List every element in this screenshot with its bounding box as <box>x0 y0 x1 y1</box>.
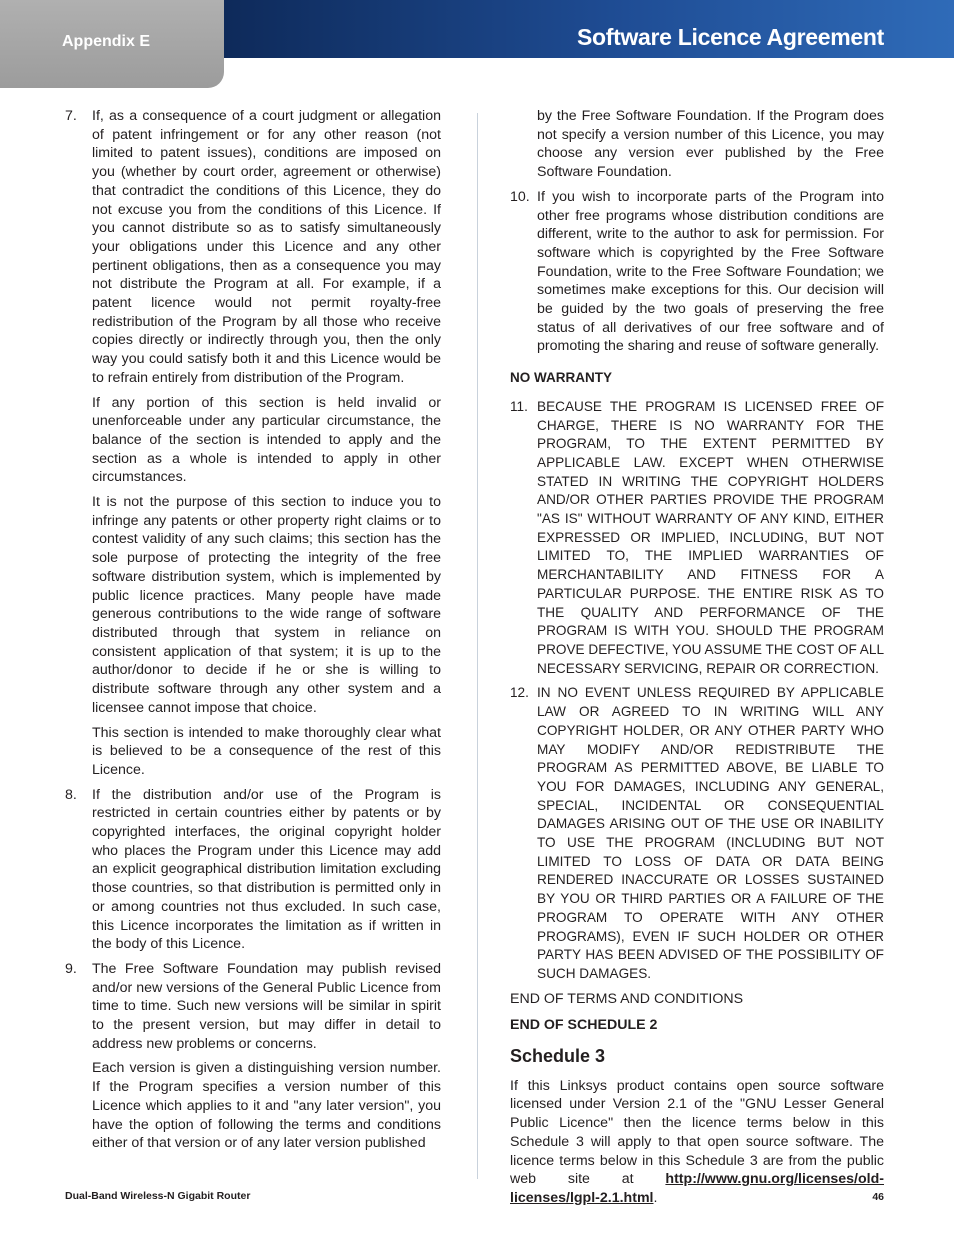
schedule-3-text: If this Linksys product contains open source software licensed under Version 2.1 of the "GNU Lesser General Public Licence" then the licence terms below in this Schedule 3 will apply to that open source software. The licence terms below in this Schedule 3 are from the public web site at <box>510 1077 884 1188</box>
page-header <box>0 0 954 88</box>
schedule-3-period: . <box>653 1189 658 1206</box>
document-title: Software Licence Agreement <box>576 24 884 50</box>
item-number: 11. <box>510 398 528 414</box>
list-item-12 <box>510 684 884 983</box>
item-number: 9. <box>65 960 77 977</box>
column-divider <box>477 113 478 1179</box>
item-11-text: BECAUSE THE PROGRAM IS LICENSED FREE OF CHARGE, THERE IS NO WARRANTY FOR THE PROGRAM, TO THE EXTENT PERMITTED BY APPLICABLE LAW. EXCEPT WHEN OTHERWISE STATED IN WRITING THE COPYRIGHT HOLDERS AND/OR OTHER PARTIES PROVIDE THE PROGRAM "AS IS" WITHOUT WARRANTY OF ANY KIND, EITHER EXPRESSED OR IMPLIED, INCLUDING, BUT NOT LIMITED TO, THE IMPLIED WARRANTIES OF MERCHANTABILITY AND FITNESS FOR A PARTICULAR PURPOSE. THE ENTIRE RISK AS TO THE QUALITY AND PERFORMANCE OF THE PROGRAM IS WITH YOU. SHOULD THE PROGRAM PROVE DEFECTIVE, YOU ASSUME THE COST OF ALL NECESSARY SERVICING, REPAIR OR CORRECTION. <box>537 398 884 676</box>
item-9-continuation: by the Free Software Foundation. If the Program does not specify a version number of this Licence, you may choose any version ever published by the Free Software Foundation. <box>537 108 884 181</box>
list-item-11 <box>510 398 884 679</box>
item-8-text: If the distribution and/or use of the Program is restricted in certain countries either by patents or by copyrighted interfaces, the original copyright holder who places the Program under this Licence may add an explicit geographical distribution limitation excluding those countries, so that distribution is permitted only in or among countries not thus excluded. In such case, this Licence incorporates the limitation as if written in the body of this Licence. <box>92 786 441 953</box>
item-number: 8. <box>65 786 77 803</box>
item-9-paragraph-2: Each version is given a distinguishing version number. If the Program specifies a version number of this Licence which applies to it and "any later version", you have the option of following the terms and conditions either of that version or of any later version published <box>92 1060 441 1152</box>
item-7-paragraph-1: If, as a consequence of a court judgment or allegation of patent infringement or for any other reason (not limited to patent issues), conditions are imposed on you (whether by court order, agreement or otherwise) that contradict the conditions of this Licence, they do not excuse you from the conditions of this Licence. If you cannot distribute so as to satisfy simultaneously your obligations under this Licence and any other pertinent obligations, then as a consequence you may not distribute the Program at all. For example, if a patent licence would not permit royalty-free redistribution of the Program by all those who receive copies directly or indirectly through you, then the only way you could satisfy both it and this Licence would be to refrain entirely from distribution of the Program. <box>92 108 441 386</box>
item-7-paragraph-4: This section is intended to make thoroughly clear what is believed to be a consequence of the rest of this Licence. <box>92 724 441 778</box>
item-number: 7. <box>65 108 77 124</box>
list-item-10 <box>510 188 884 356</box>
item-number: 10. <box>510 188 530 205</box>
page-number: 46 <box>872 1191 884 1203</box>
item-7-paragraph-2: If any portion of this section is held invalid or unenforceable under any particular circumstance, the balance of the section is intended to apply and the section as a whole is intended to apply in other circumstances. <box>92 394 441 486</box>
schedule-3-paragraph <box>510 1077 884 1208</box>
schedule-3-heading: Schedule 3 <box>510 1046 606 1067</box>
item-7-paragraph-3: It is not the purpose of this section to induce you to infringe any patents or other property right claims or to contest validity of any such claims; this section has the sole purpose of protecting the integrity of the free software distribution system, which is implemented by public licence practices. Many people have made generous contributions to the wide range of software distributed through that system in reliance on consistent application of that system; it is up to the author/donor to decide if he or she is willing to distribute software through any other system and a licensee cannot impose that choice. <box>92 494 441 716</box>
footer-product-name: Dual-Band Wireless-N Gigabit Router <box>65 1190 251 1202</box>
lgpl-link[interactable]: http://www.gnu.org/licenses/old-licenses/lgpl-2.1.html <box>510 1171 884 1206</box>
list-item-7 <box>65 107 441 388</box>
list-item-9 <box>65 960 441 1054</box>
item-10-text: If you wish to incorporate parts of the Program into other free programs whose distribution conditions are different, write to the author to ask for permission. For software which is copyrighted by the Free Software Foundation, write to the Free Software Foundation; we sometimes make exceptions for this. Our decision will be guided by the two goals of preserving the free status of all derivatives of our free software and of promoting the sharing and reuse of software generally. <box>537 188 884 355</box>
left-column <box>65 107 441 1159</box>
item-number: 12. <box>510 685 529 701</box>
end-of-schedule: END OF SCHEDULE 2 <box>510 1017 658 1034</box>
appendix-label: Appendix E <box>62 33 151 50</box>
end-of-terms: END OF TERMS AND CONDITIONS <box>510 990 744 1007</box>
right-column <box>510 107 884 1214</box>
item-9-paragraph-1: The Free Software Foundation may publish revised and/or new versions of the General Public Licence from time to time. Such new versions will be similar in spirit to the present version, but may differ in detail to address new problems or concerns. <box>92 960 441 1052</box>
list-item-8 <box>65 786 441 954</box>
title-bar <box>224 0 954 58</box>
appendix-tab <box>0 0 224 88</box>
no-warranty-heading: NO WARRANTY <box>510 370 612 386</box>
item-12-text: IN NO EVENT UNLESS REQUIRED BY APPLICABLE LAW OR AGREED TO IN WRITING WILL ANY COPYRIGHT HOLDER, OR ANY OTHER PARTY WHO MAY MODIFY AND/OR REDISTRIBUTE THE PROGRAM AS PERMITTED ABOVE, BE LIABLE TO YOU FOR DAMAGES, INCLUDING ANY GENERAL, SPECIAL, INCIDENTAL OR CONSEQUENTIAL DAMAGES ARISING OUT OF THE USE OR INABILITY TO USE THE PROGRAM (INCLUDING BUT NOT LIMITED TO LOSS OF DATA OR DATA BEING RENDERED INACCURATE OR LOSSES SUSTAINED BY YOU OR THIRD PARTIES OR A FAILURE OF THE PROGRAM TO OPERATE WITH ANY OTHER PROGRAMS), EVEN IF SUCH HOLDER OR OTHER PARTY HAS BEEN ADVISED OF THE POSSIBILITY OF SUCH DAMAGES. <box>537 685 884 981</box>
